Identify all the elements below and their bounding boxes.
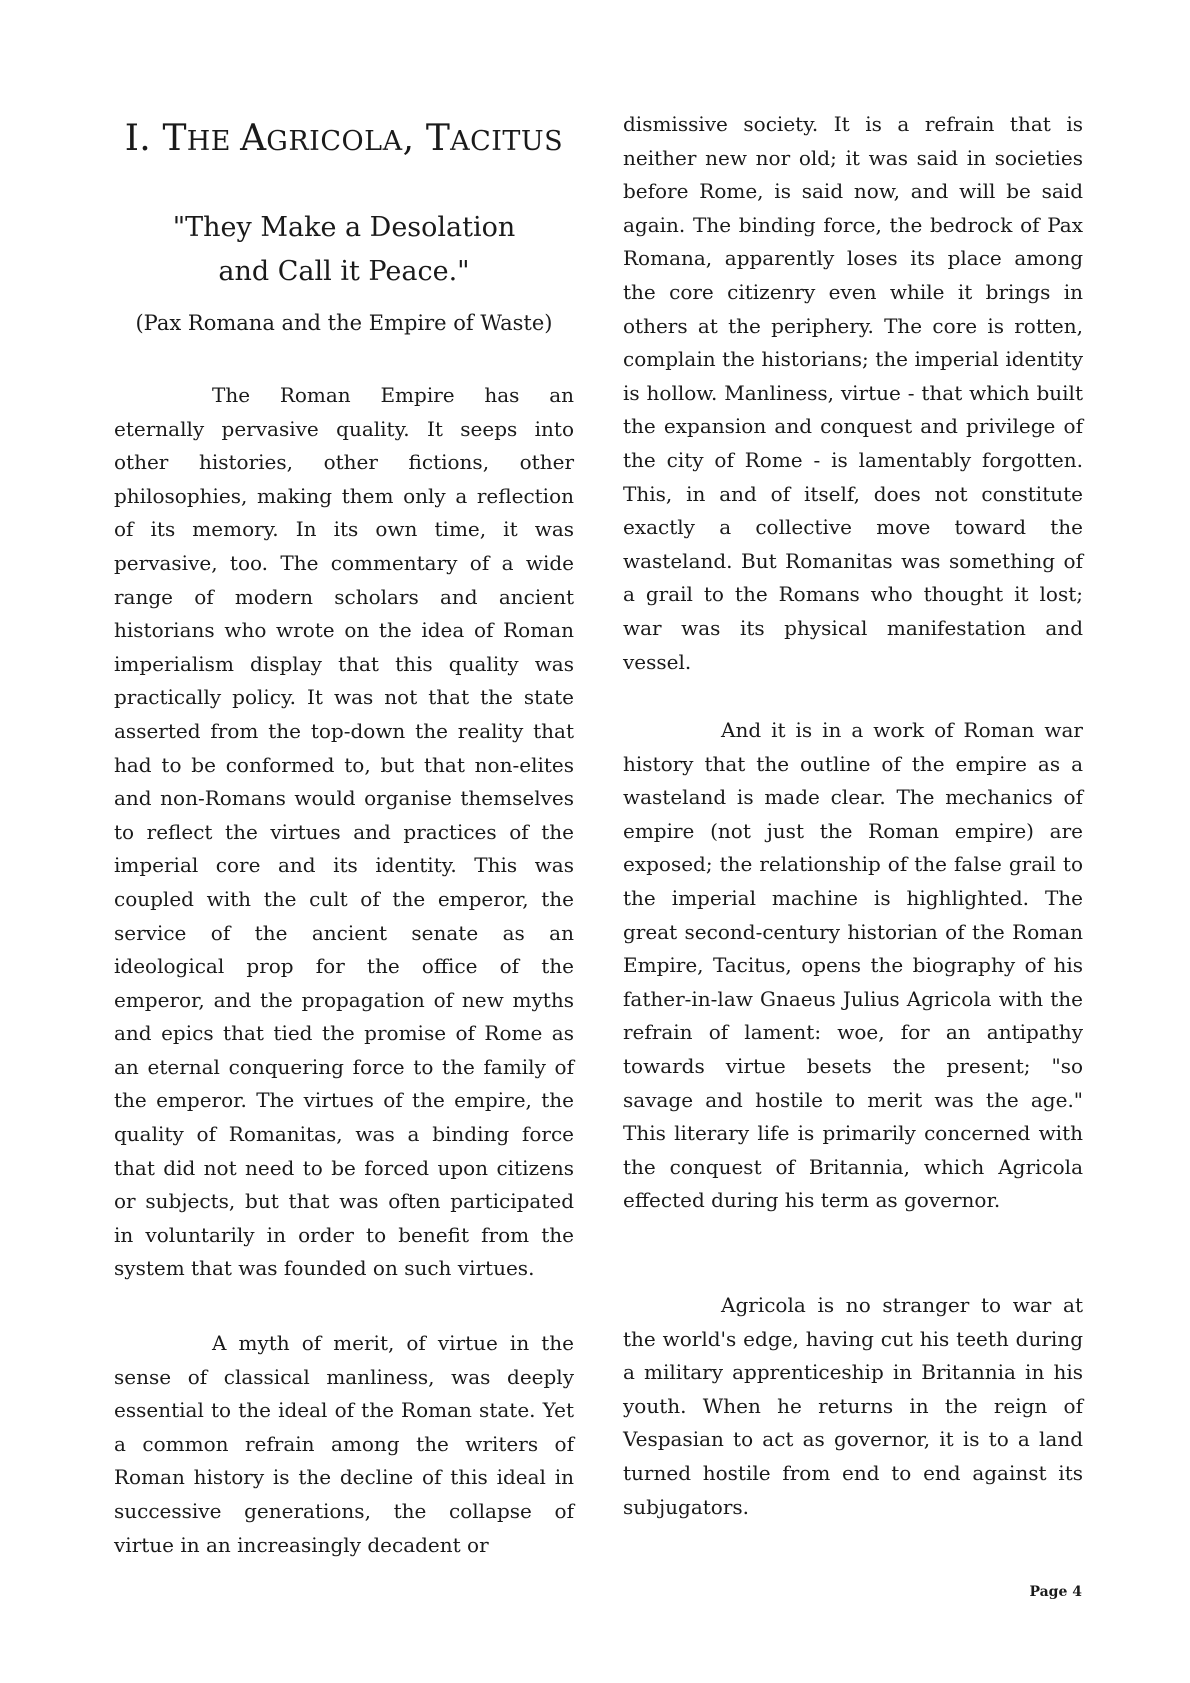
chapter-numeral: I. <box>124 118 163 159</box>
chapter-title <box>114 116 574 165</box>
title-smallcaps: GRICOLA <box>266 126 403 157</box>
subtitle-line-2: and Call it Peace." <box>218 256 470 287</box>
subtitle-line-1: "They Make a Desolation <box>172 212 516 243</box>
body-paragraph-2: A myth of merit, of virtue in the sense of classical manliness, was deeply essential to the ideal of the Roman state. Yet a common refrain among the writers of Roman history is the decline of this ideal in successive generations, the collapse of virtue in an increasingly decadent or <box>114 1331 574 1557</box>
title-letter: T <box>425 118 451 159</box>
title-letter: T <box>162 118 187 159</box>
body-paragraph-3: dismissive society. It is a refrain that is neither new nor old; it was said in societies before Rome, is said now, and will be said again. The binding force, the bedrock of Pax Romana, apparently loses its place among the core citizenry even while it brings in others at the periphery. The core is rotten, complain the historians; the imperial identity is hollow. Manliness, virtue - that which built the expansion and conquest and privilege of the city of Rome - is lamentably forgotten. This, in and of itself, does not constitute exactly a collective move toward the wasteland. But Romanitas was something of a grail to the Romans who thought it lost; war was its physical manifestation and vessel. <box>623 112 1083 674</box>
title-letter: A <box>240 118 267 159</box>
title-smallcaps: HE <box>186 126 241 157</box>
page-number: Page 4 <box>1029 1584 1082 1600</box>
chapter-subtitle <box>114 206 574 294</box>
title-smallcaps: ACITUS <box>450 126 564 157</box>
body-paragraph-1: The Roman Empire has an eternally pervasive quality. It seeps into other histories, other fictions, other philosophies, making them only a reflection of its memory. In its own time, it was pervasive, too. The commentary of a wide range of modern scholars and ancient historians who wrote on the idea of Roman imperialism display that this quality was practically policy. It was not that the state asserted from the top-down the reality that had to be conformed to, but that non-elites and non-Romans would organise themselves to reflect the virtues and practices of the imperial core and its identity. This was coupled with the cult of the emperor, the service of the ancient senate as an ideological prop for the office of the emperor, and the propagation of new myths and epics that tied the promise of Rome as an eternal conquering force to the family of the emperor. The virtues of the empire, the quality of Romanitas, was a binding force that did not need to be forced upon citizens or subjects, but that was often participated in voluntarily in order to benefit from the system that was founded on such virtues. <box>114 383 574 1281</box>
body-paragraph-5: Agricola is no stranger to war at the world's edge, having cut his teeth during a military apprenticeship in Britannia in his youth. When he returns in the reign of Vespasian to act as governor, it is to a land turned hostile from end to end against its subjugators. <box>623 1293 1083 1519</box>
body-paragraph-4: And it is in a work of Roman war history that the outline of the empire as a wasteland is made clear. The mechanics of empire (not just the Roman empire) are exposed; the relationship of the false grail to the imperial machine is highlighted. The great second-century historian of the Roman Empire, Tacitus, opens the biography of his father-in-law Gnaeus Julius Agricola with the refrain of lament: woe, for an antipathy towards virtue besets the present; "so savage and hostile to merit was the age." This literary life is primarily concerned with the conquest of Britannia, which Agricola effected during his term as governor. <box>623 718 1083 1213</box>
chapter-tagline: (Pax Romana and the Empire of Waste) <box>135 311 553 335</box>
title-punctuation: , <box>402 118 426 159</box>
